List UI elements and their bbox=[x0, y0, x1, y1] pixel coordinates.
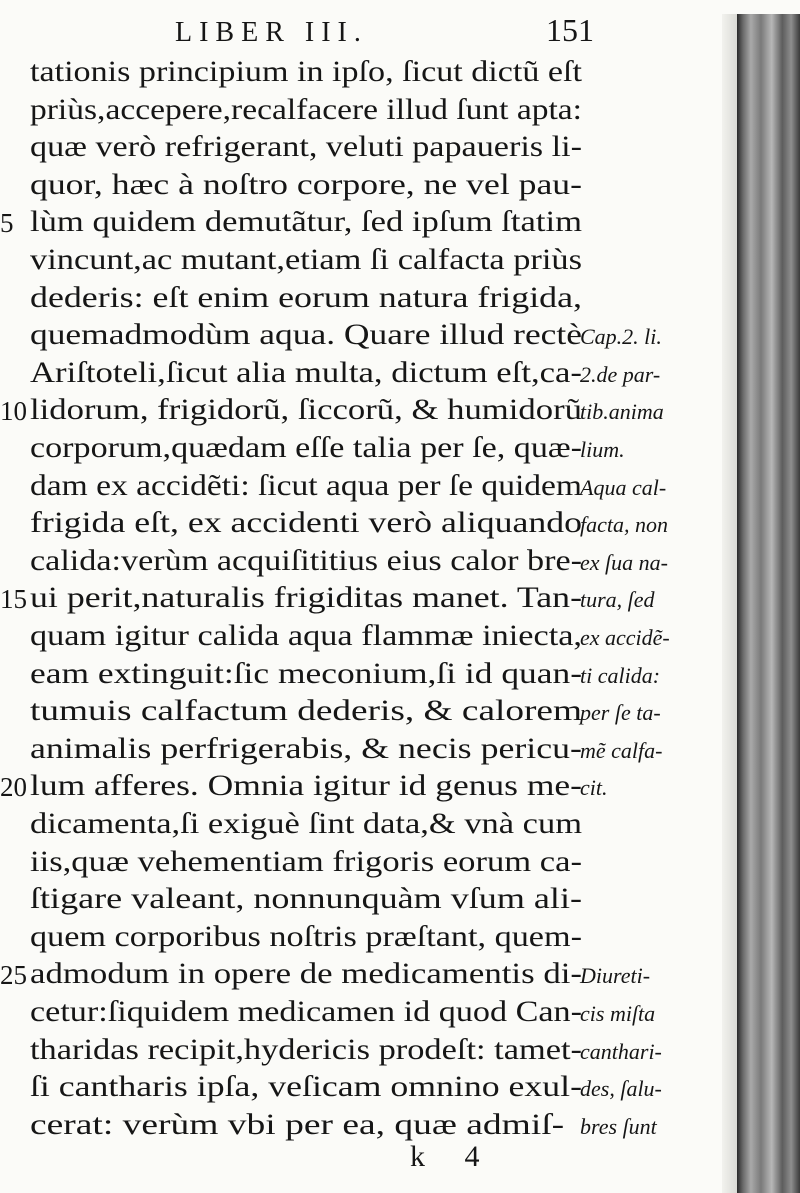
text-line-content: dicamenta,ſi exiguè ſint data,& vnà cum bbox=[30, 807, 582, 840]
text-line bbox=[30, 204, 600, 240]
marginal-note: 2.de par- bbox=[580, 361, 661, 387]
text-line-content: lùm quidem demutãtur, ſed ipſum ſtatim bbox=[30, 205, 582, 239]
marginal-note: cis miſta bbox=[580, 1001, 656, 1026]
marginal-note: Aqua cal- bbox=[580, 474, 667, 500]
marginal-note: mẽ calfa- bbox=[580, 737, 663, 763]
book-spine bbox=[737, 14, 800, 1193]
text-line bbox=[30, 580, 600, 616]
text-line bbox=[30, 167, 600, 203]
line-number: 25 bbox=[0, 960, 27, 991]
text-line-content: cerat: verùm vbi per ea, quæ admiſ- bbox=[30, 1107, 565, 1141]
text-line bbox=[30, 693, 600, 729]
text-line bbox=[30, 430, 600, 466]
text-line-content: vincunt,ac mutant,etiam ſi calfacta priùs bbox=[30, 243, 582, 276]
text-line-content: ſtigare valeant, nonnunquàm vſum ali- bbox=[30, 882, 582, 916]
text-line-content: lidorum, frigidorũ, ſiccorũ, & humidorũ bbox=[30, 393, 582, 427]
text-line-content: ui perit,naturalis frigiditas manet. Tan- bbox=[30, 581, 582, 615]
text-line bbox=[30, 881, 600, 917]
text-line-content: eam extinguit:ſic meconium,ſi id quan- bbox=[30, 656, 582, 690]
text-line-content: priùs,accepere,recalfacere illud ſunt apta: bbox=[30, 92, 582, 126]
page-number: 151 bbox=[546, 12, 594, 48]
text-line-content: quem corporibus noſtris præſtant, quem- bbox=[30, 919, 582, 953]
text-line-content: dederis: eſt enim eorum natura frigida, bbox=[30, 280, 582, 314]
text-line bbox=[30, 731, 600, 767]
text-line-content: quam igitur calida aqua flammæ iniecta, bbox=[30, 619, 582, 652]
text-line bbox=[30, 919, 600, 955]
marginal-note: tib.anima bbox=[580, 399, 664, 425]
line-number: 5 bbox=[0, 208, 14, 239]
text-line bbox=[30, 317, 600, 353]
page-edge bbox=[722, 14, 738, 1193]
text-line bbox=[30, 806, 600, 842]
running-title: LIBER III. bbox=[175, 17, 368, 48]
marginal-note: canthari- bbox=[580, 1038, 662, 1064]
text-line bbox=[30, 54, 600, 90]
text-line-content: quæ verò refrigerant, veluti papaueris li- bbox=[30, 130, 582, 164]
marginal-note: ti calida: bbox=[580, 662, 661, 688]
marginal-note: ex accidẽ- bbox=[580, 625, 670, 650]
text-line bbox=[30, 543, 600, 579]
text-line-content: Ariſtoteli,ſicut alia multa, dictum eſt,ca- bbox=[30, 355, 582, 389]
text-line bbox=[30, 355, 600, 391]
text-line bbox=[30, 956, 600, 992]
text-line bbox=[30, 994, 600, 1030]
text-line-content: animalis perfrigerabis, & necis pericu- bbox=[30, 731, 582, 765]
text-line bbox=[30, 1032, 600, 1068]
text-line bbox=[30, 129, 600, 165]
page-header bbox=[0, 8, 800, 48]
text-line-content: corporum,quædam eſſe talia per ſe, quæ- bbox=[30, 431, 582, 464]
line-number: 15 bbox=[0, 584, 27, 615]
text-line bbox=[30, 656, 600, 692]
text-line-content: admodum in opere de medicamentis di- bbox=[30, 957, 582, 991]
marginal-note: ex ſua na- bbox=[580, 549, 668, 575]
text-line bbox=[30, 392, 600, 428]
text-line-content: tumuis calfactum dederis, & calorem bbox=[30, 694, 582, 728]
text-line-content: iis,quæ vehementiam frigoris eorum ca- bbox=[30, 844, 582, 878]
text-line-content: tationis principium in ipſo, ſicut dictũ eſt bbox=[30, 55, 582, 88]
text-line bbox=[30, 92, 600, 128]
marginal-note: cit. bbox=[580, 775, 608, 801]
text-line bbox=[30, 505, 600, 541]
marginal-note: Cap.2. li. bbox=[580, 324, 662, 350]
text-line bbox=[30, 1107, 600, 1143]
marginal-note: per ſe ta- bbox=[580, 700, 661, 726]
text-line-content: quor, hæc à noſtro corpore, ne vel pau- bbox=[30, 167, 582, 201]
text-line-content: frigida eſt, ex accidenti verò aliquando bbox=[30, 506, 582, 540]
marginal-note: bres ſunt bbox=[580, 1113, 657, 1139]
marginal-note: des, ſalu- bbox=[580, 1076, 662, 1102]
line-number: 20 bbox=[0, 772, 27, 803]
text-line bbox=[30, 618, 600, 654]
text-line bbox=[30, 242, 600, 278]
line-number: 10 bbox=[0, 396, 27, 427]
text-line bbox=[30, 1069, 600, 1105]
text-line bbox=[30, 468, 600, 504]
text-line bbox=[30, 280, 600, 316]
text-line-content: calida:verùm acquiſititius eius calor bre- bbox=[30, 543, 582, 577]
text-line-content: tharidas recipit,hydericis prodeſt: tamet- bbox=[30, 1032, 582, 1066]
text-line-content: dam ex accidẽti: ſicut aqua per ſe quidem bbox=[30, 468, 582, 502]
text-line-content: ſi cantharis ipſa, veſicam omnino exul- bbox=[30, 1070, 582, 1104]
marginal-note: tura, ſed bbox=[580, 587, 655, 613]
text-line bbox=[30, 768, 600, 804]
signature-mark: k 4 bbox=[410, 1140, 496, 1173]
marginal-note: facta, non bbox=[580, 512, 668, 538]
text-line-content: quemadmodùm aqua. Quare illud rectè bbox=[30, 318, 582, 352]
marginal-note: lium. bbox=[580, 437, 625, 462]
text-line-content: lum afferes. Omnia igitur id genus me- bbox=[30, 769, 582, 803]
text-line bbox=[30, 844, 600, 880]
text-line-content: cetur:ſiquidem medicamen id quod Can- bbox=[30, 995, 582, 1028]
marginal-note: Diureti- bbox=[580, 963, 651, 989]
